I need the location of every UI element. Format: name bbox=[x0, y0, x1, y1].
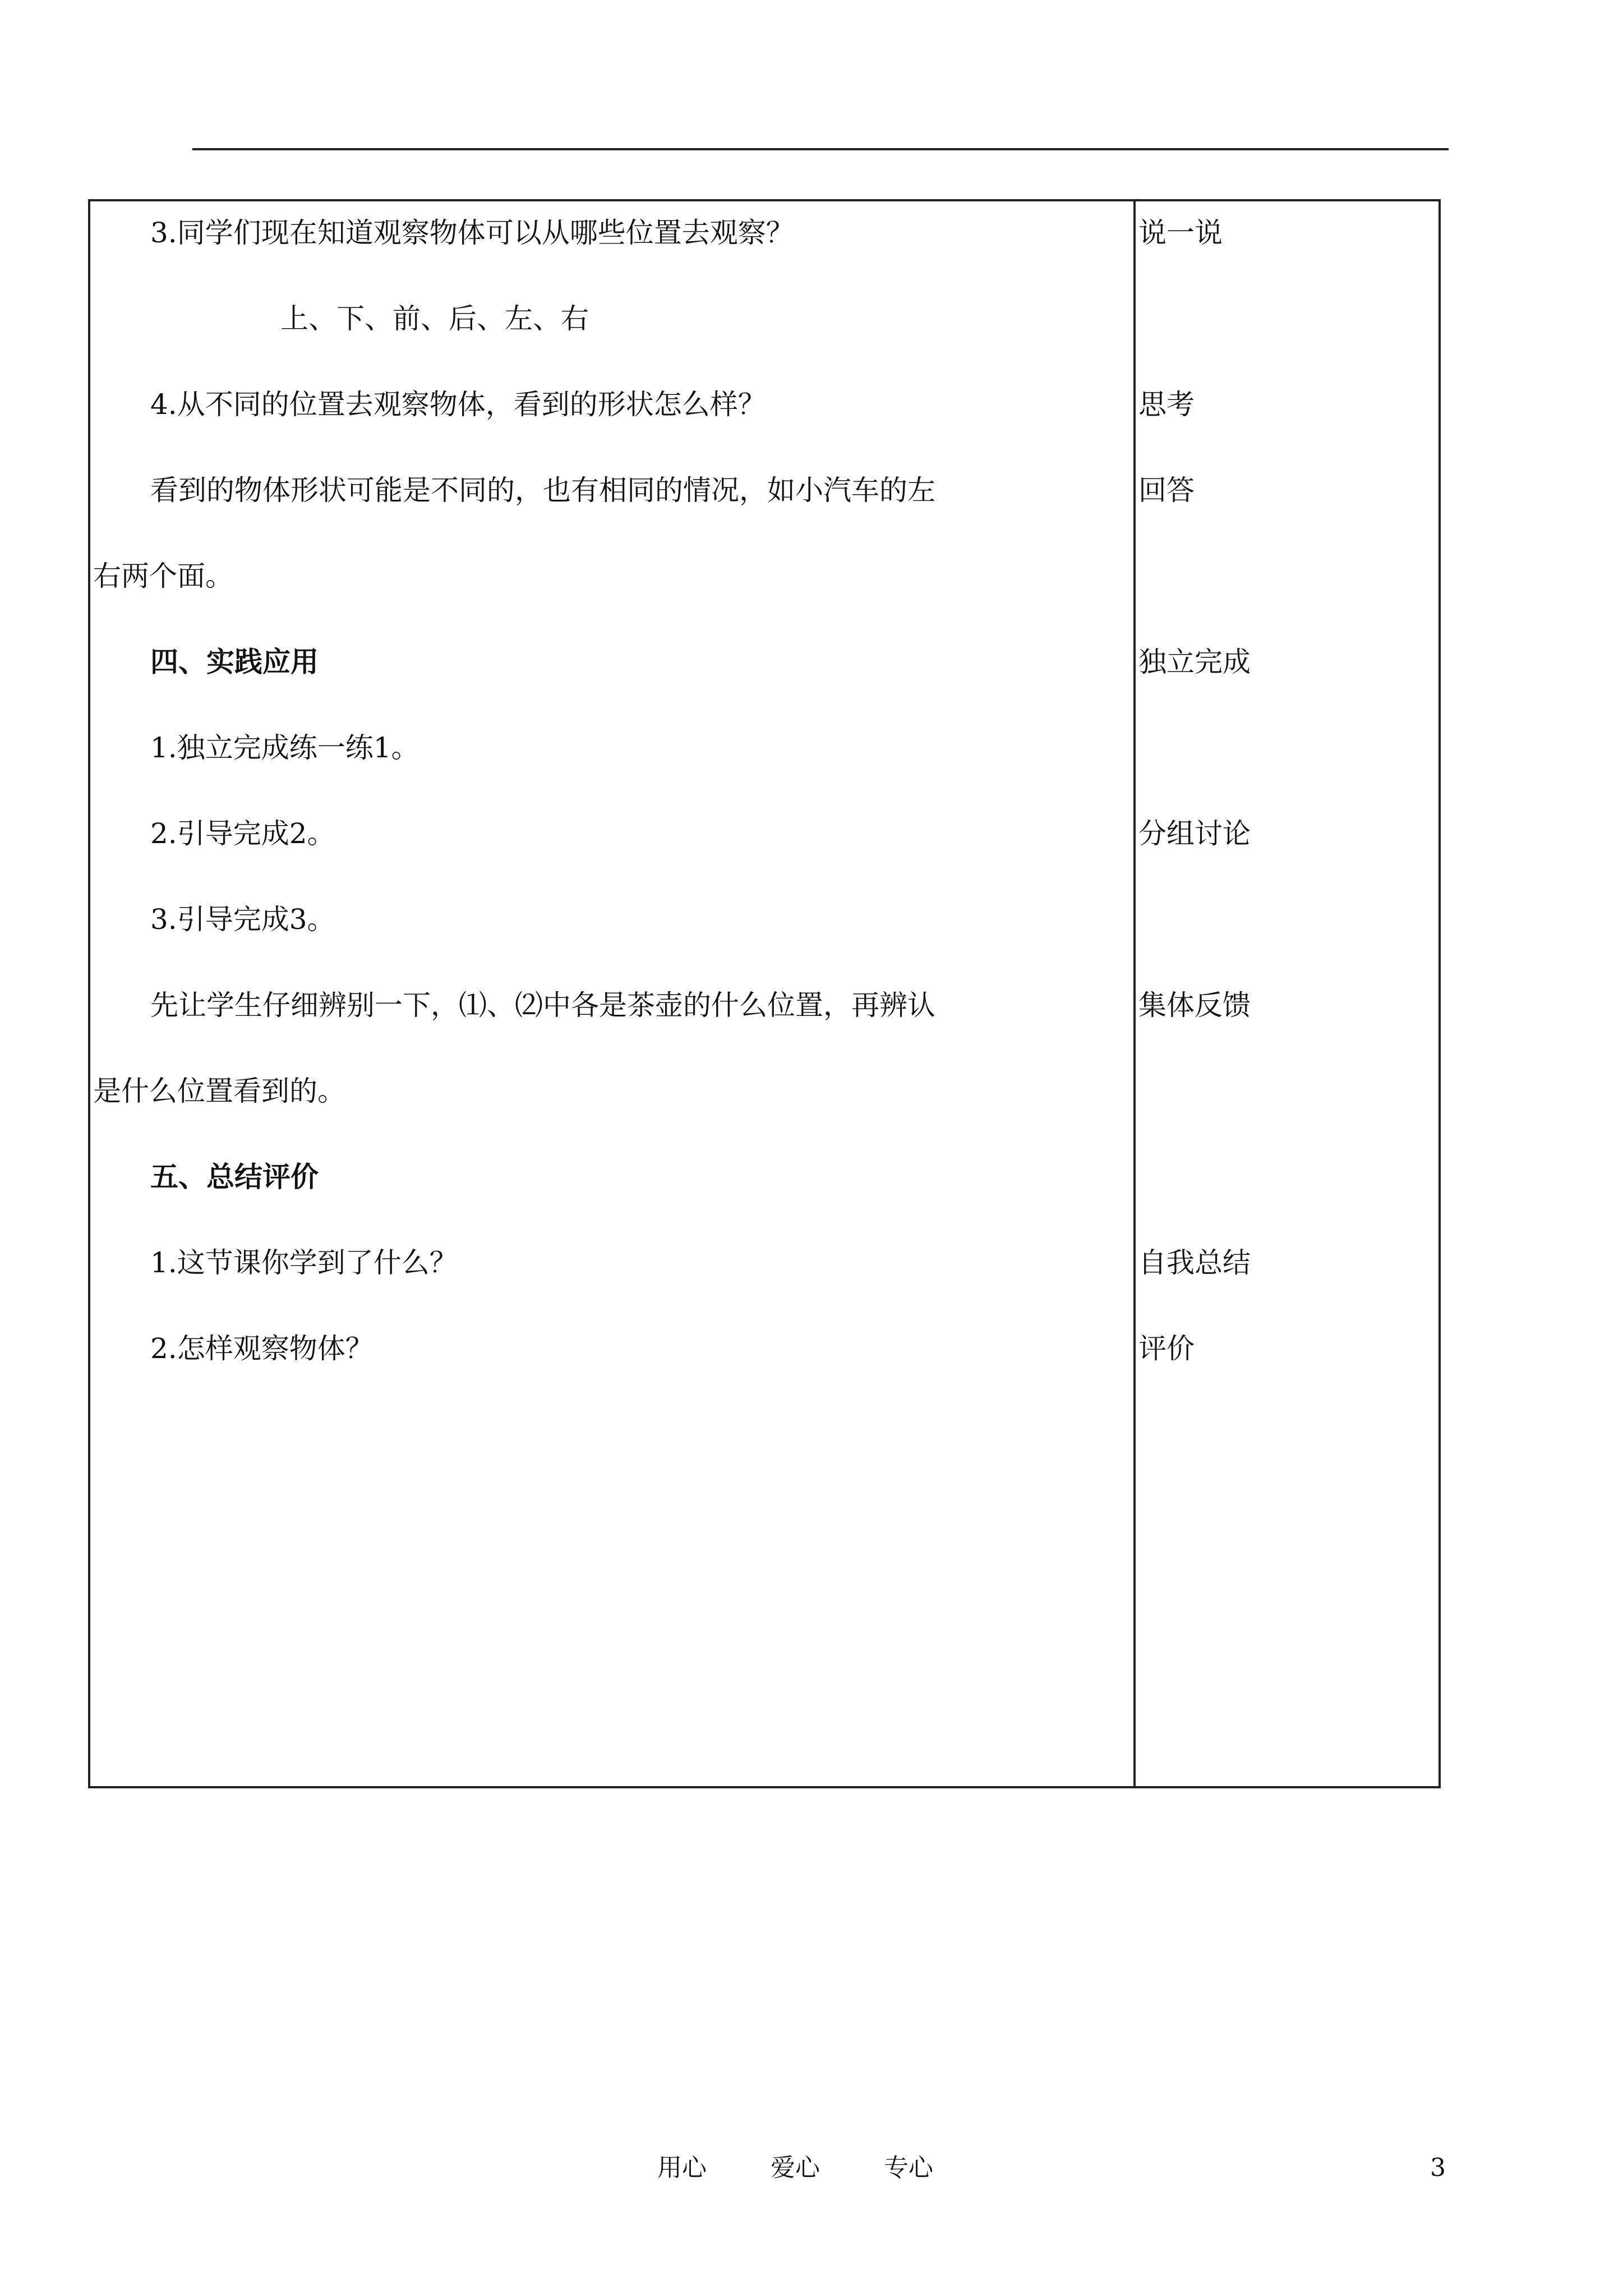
practice-item-2: 2.引导完成2。 bbox=[150, 817, 335, 850]
side-independent: 独立完成 bbox=[1138, 646, 1251, 678]
column-divider bbox=[1133, 201, 1136, 1786]
summary-question-1: 1.这节课你学到了什么？ bbox=[150, 1246, 458, 1279]
teaching-note-line-1: 先让学生仔细辨别一下，⑴、⑵中各是茶壶的什么位置，再辨认 bbox=[150, 989, 935, 1022]
side-group-discussion: 分组讨论 bbox=[1138, 817, 1251, 850]
footer-motto-1: 用心 bbox=[657, 2154, 707, 2182]
answer-line-2: 右两个面。 bbox=[93, 560, 233, 592]
question-3: 3.同学们现在知道观察物体可以从哪些位置去观察？ bbox=[150, 217, 794, 249]
side-think: 思考 bbox=[1138, 388, 1195, 421]
side-answer: 回答 bbox=[1138, 474, 1195, 507]
footer-motto-2: 爱心 bbox=[771, 2154, 820, 2182]
section-5-heading: 五、总结评价 bbox=[150, 1160, 319, 1193]
side-say: 说一说 bbox=[1138, 217, 1223, 249]
practice-item-3: 3.引导完成3。 bbox=[150, 903, 335, 936]
side-self-summary: 自我总结 bbox=[1138, 1246, 1251, 1279]
header-rule bbox=[192, 148, 1449, 150]
question-4: 4.从不同的位置去观察物体，看到的形状怎么样？ bbox=[150, 388, 766, 421]
teaching-note-line-2: 是什么位置看到的。 bbox=[93, 1075, 345, 1107]
side-evaluate: 评价 bbox=[1138, 1332, 1195, 1365]
practice-item-1: 1.独立完成练一练1。 bbox=[150, 731, 419, 764]
answer-line-1: 看到的物体形状可能是不同的，也有相同的情况，如小汽车的左 bbox=[150, 474, 935, 507]
side-collective-feedback: 集体反馈 bbox=[1138, 989, 1251, 1022]
summary-question-2: 2.怎样观察物体？ bbox=[150, 1332, 374, 1365]
page-number: 3 bbox=[1430, 2154, 1446, 2182]
section-4-heading: 四、实践应用 bbox=[150, 645, 319, 678]
observation-positions: 上、下、前、后、左、右 bbox=[280, 302, 589, 335]
footer-motto-3: 专心 bbox=[884, 2154, 933, 2182]
